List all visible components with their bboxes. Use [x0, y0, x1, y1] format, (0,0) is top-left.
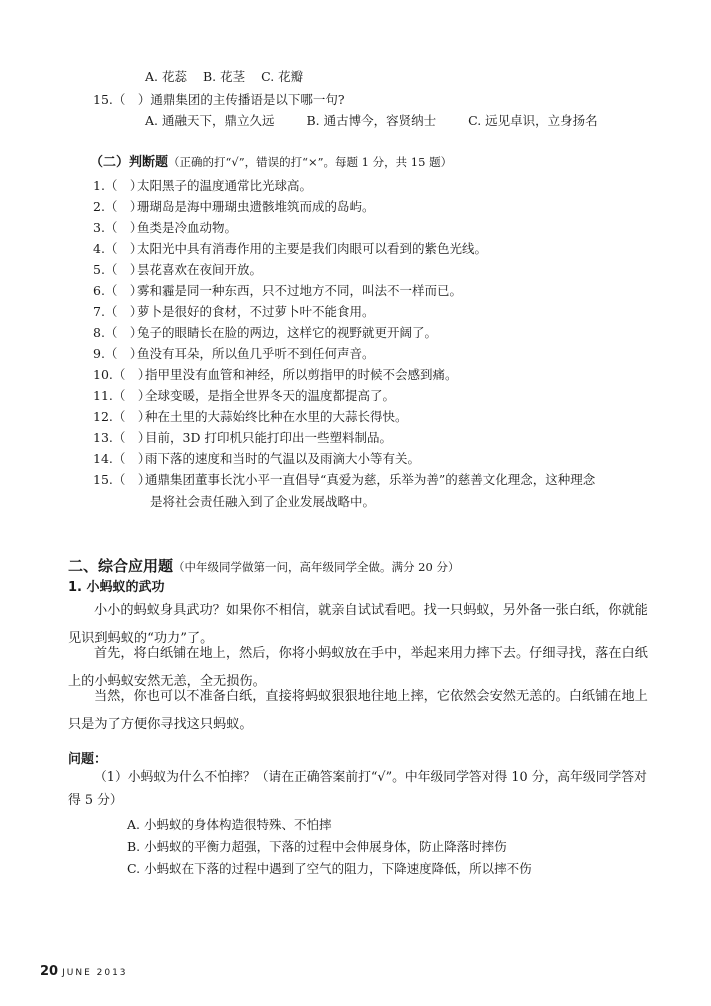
tf-item	[93, 409, 408, 425]
tf-item-text: 通鼎集团董事长沈小平一直倡导“真爱为慈，乐举为善”的慈善文化理念，这种理念	[145, 472, 596, 487]
tf-item	[93, 220, 237, 236]
tf-item-text: 昙花喜欢在夜间开放。	[137, 262, 263, 277]
question-1: （1）小蚂蚁为什么不怕摔？（请在正确答案前打“√”。中年级同学答对得 10 分，高年级同学答对得 5 分）	[68, 770, 647, 808]
story-paragraph: 当然，你也可以不准备白纸，直接将蚂蚁狠狠地往地上摔，它依然会安然无恙的。白纸铺在地上只是为了方便你寻找这只蚂蚁。	[68, 689, 648, 732]
tf-item	[93, 367, 458, 383]
section2-subtitle: 1. 小蚂蚁的武功	[68, 580, 165, 595]
q14-options	[145, 69, 315, 85]
section2-note: （中年级同学做第一问，高年级同学全做。满分 20 分）	[173, 560, 460, 574]
tf-item	[93, 304, 375, 320]
tf-item-number: 4.（ ）	[93, 241, 143, 256]
tf-item-number: 7.（ ）	[93, 304, 143, 319]
q1-option-b: B. 小蚂蚁的平衡力超强，下落的过程中会伸展身体，防止降落时摔伤	[127, 839, 507, 854]
tf-item	[93, 346, 375, 362]
tf-item-text: 兔子的眼睛长在脸的两边，这样它的视野就更开阔了。	[137, 325, 438, 340]
tf-item	[93, 199, 375, 215]
q15-option-a: A. 通融天下，鼎立久远	[145, 113, 275, 128]
tf-item-number: 3.（ ）	[93, 220, 143, 235]
tf-item-number: 2.（ ）	[93, 199, 143, 214]
q15-options	[145, 113, 598, 129]
tf-item-text: 雨下落的速度和当时的气温以及雨滴大小等有关。	[145, 451, 421, 466]
question-label: 问题：	[68, 752, 108, 767]
story-paragraph: 小小的蚂蚁身具武功？如果你不相信，就亲自试试看吧。找一只蚂蚁，另外备一张白纸，你就能见识到蚂蚁的“功力”了。	[68, 603, 648, 646]
tf-item-number: 13.（ ）	[93, 430, 151, 445]
tf-item-number: 6.（ ）	[93, 283, 143, 298]
tf-item-text: 鱼没有耳朵，所以鱼几乎听不到任何声音。	[137, 346, 375, 361]
section2-title: 二、综合应用题	[68, 557, 174, 575]
page-footer	[40, 960, 128, 979]
tf-item-text: 指甲里没有血管和神经，所以剪指甲的时候不会感到痛。	[145, 367, 458, 382]
q15-text: 通鼎集团的主传播语是以下哪一句?	[150, 92, 345, 107]
story-paragraph: 首先，将白纸铺在地上，然后，你将小蚂蚁放在手中，举起来用力摔下去。仔细寻找，落在白纸上的小蚂蚁安然无恙，全无损伤。	[68, 646, 648, 689]
tf-item	[93, 283, 462, 299]
q14-option-b: B. 花茎	[202, 69, 246, 84]
q15-option-b: B. 通古博今，容贤纳士	[306, 113, 437, 128]
section2-heading	[68, 556, 459, 577]
tf-item-number: 8.（ ）	[93, 325, 143, 340]
q15-question	[93, 92, 345, 108]
tf-item	[93, 451, 420, 467]
tf-item-text: 太阳光中具有消毒作用的主要是我们肉眼可以看到的紫色光线。	[137, 241, 488, 256]
q15-option-c: C. 远见卓识，立身扬名	[468, 113, 598, 128]
tf-item	[93, 325, 437, 341]
issue-date: JUNE 2013	[62, 968, 128, 978]
tf-item-text: 太阳黑子的温度通常比光球高。	[137, 178, 313, 193]
tf-item-number: 14.（ ）	[93, 451, 151, 466]
tf-item	[93, 241, 487, 257]
tf-section-heading	[90, 154, 452, 171]
tf-item	[93, 262, 262, 278]
tf-item-text: 目前，3D 打印机只能打印出一些塑料制品。	[145, 430, 392, 445]
tf-item-number: 5.（ ）	[93, 262, 143, 277]
tf-item	[93, 388, 395, 404]
tf-item-number: 10.（ ）	[93, 367, 151, 382]
tf-item-text: 萝卜是很好的食材，不过萝卜叶不能食用。	[137, 304, 375, 319]
tf-item-number: 15.（ ）	[93, 472, 151, 487]
q1-option-c: C. 小蚂蚁在下落的过程中遇到了空气的阻力，下降速度降低，所以摔不伤	[127, 861, 532, 876]
tf-item-text: 珊瑚岛是海中珊瑚虫遗骸堆筑而成的岛屿。	[137, 199, 375, 214]
q1-option-a: A. 小蚂蚁的身体构造很特殊、不怕摔	[127, 817, 332, 832]
q14-option-a: A. 花蕊	[145, 69, 187, 84]
tf-section-note: （正确的打“√”，错误的打“×”。每题 1 分，共 15 题）	[168, 155, 453, 169]
tf-item-15-continuation: 是将社会责任融入到了企业发展战略中。	[150, 494, 376, 509]
tf-item-text: 鱼类是冷血动物。	[137, 220, 238, 235]
tf-item	[93, 178, 312, 194]
tf-item	[93, 430, 392, 446]
tf-item-number: 11.（ ）	[93, 388, 151, 403]
tf-item-number: 12.（ ）	[93, 409, 151, 424]
tf-item-number: 9.（ ）	[93, 346, 143, 361]
tf-item-number: 1.（ ）	[93, 178, 143, 193]
tf-item-text: 种在土里的大蒜始终比种在水里的大蒜长得快。	[145, 409, 408, 424]
q14-option-c: C. 花瓣	[261, 69, 304, 84]
tf-item-text: 全球变暖，是指全世界冬天的温度都提高了。	[145, 388, 396, 403]
tf-item-text: 雾和霾是同一种东西，只不过地方不同，叫法不一样而已。	[137, 283, 463, 298]
page-number: 20	[40, 964, 59, 979]
tf-section-title: （二）判断题	[90, 155, 169, 170]
q15-number: 15.（ ）	[93, 92, 151, 107]
tf-item	[93, 472, 595, 488]
